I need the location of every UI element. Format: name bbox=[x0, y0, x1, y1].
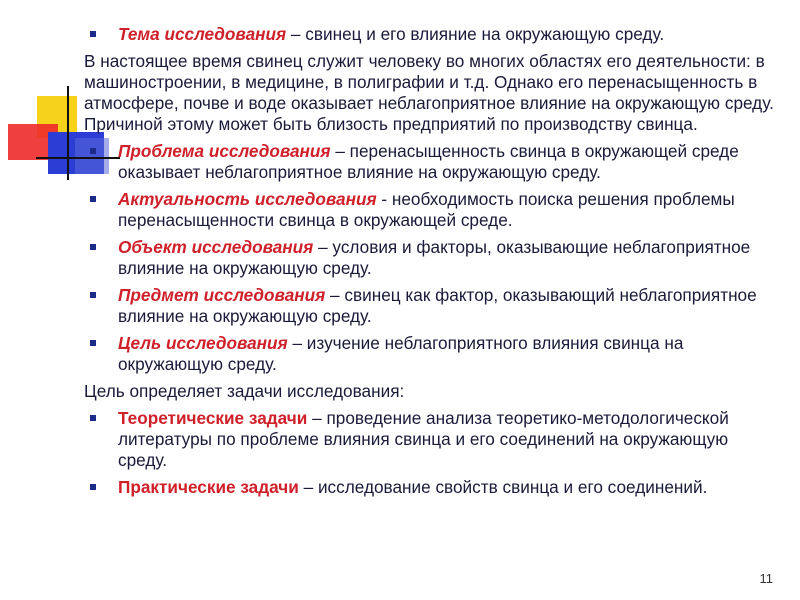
item-text: – изучение неблагоприятного влияния свинца на окружающую среду. bbox=[118, 333, 684, 374]
bullet-icon bbox=[90, 244, 96, 250]
term-label: Объект исследования bbox=[118, 237, 314, 257]
list-item-practical-tasks bbox=[84, 477, 780, 498]
list-item-object bbox=[84, 237, 780, 279]
term-label: Практические задачи bbox=[118, 477, 299, 497]
list-item-subject bbox=[84, 285, 780, 327]
term-label: Актуальность исследования bbox=[118, 189, 377, 209]
item-text: – исследование свойств свинца и его соединений. bbox=[298, 477, 708, 497]
item-text: – перенасыщенность свинца в окружающей среде оказывает неблагоприятное влияние на окружающую среду. bbox=[118, 141, 739, 182]
bullet-icon bbox=[90, 340, 96, 346]
term-label: Тема исследования bbox=[118, 24, 287, 44]
list-item-relevance bbox=[84, 189, 780, 231]
page-number: 11 bbox=[759, 571, 773, 586]
term-label: Теоретические задачи bbox=[118, 408, 308, 428]
item-text: – условия и факторы, оказывающие неблагоприятное влияние на окружающую среду. bbox=[118, 237, 751, 278]
paragraph-tasks-intro: Цель определяет задачи исследования: bbox=[84, 381, 405, 401]
term-label: Проблема исследования bbox=[118, 141, 331, 161]
list-item-goal bbox=[84, 333, 780, 375]
item-text: – свинец и его влияние на окружающую среду. bbox=[286, 24, 665, 44]
list-item-problem bbox=[84, 141, 780, 183]
slide-content bbox=[84, 24, 780, 504]
item-text: – проведение анализа теоретико-методологической литературы по проблеме влияния свинца и его соединений на окружающую среду. bbox=[118, 408, 729, 470]
paragraph-intro: В настоящее время свинец служит человеку во многих областях его деятельности: в машиностроении, в медицине, в полиграфии и т.д. Однако его перенасыщенность в атмосфере, почве и воде оказывает неблагоприятное влияние на окружающую среду. Причиной этому может быть близость предприятий по производству свинца. bbox=[84, 51, 774, 134]
bullet-icon bbox=[90, 415, 96, 421]
bullet-icon bbox=[90, 484, 96, 490]
bullet-icon bbox=[90, 292, 96, 298]
item-text: - необходимость поиска решения проблемы перенасыщенности свинца в окружающей среде. bbox=[118, 189, 735, 230]
term-label: Предмет исследования bbox=[118, 285, 326, 305]
list-item-topic bbox=[84, 24, 780, 45]
logo-vertical-line bbox=[67, 86, 69, 180]
item-text: – свинец как фактор, оказывающий неблагоприятное влияние на окружающую среду. bbox=[118, 285, 757, 326]
bullet-icon bbox=[90, 31, 96, 37]
list-item-theoretical-tasks bbox=[84, 408, 780, 471]
bullet-icon bbox=[90, 196, 96, 202]
term-label: Цель исследования bbox=[118, 333, 288, 353]
bullet-icon bbox=[90, 148, 96, 154]
